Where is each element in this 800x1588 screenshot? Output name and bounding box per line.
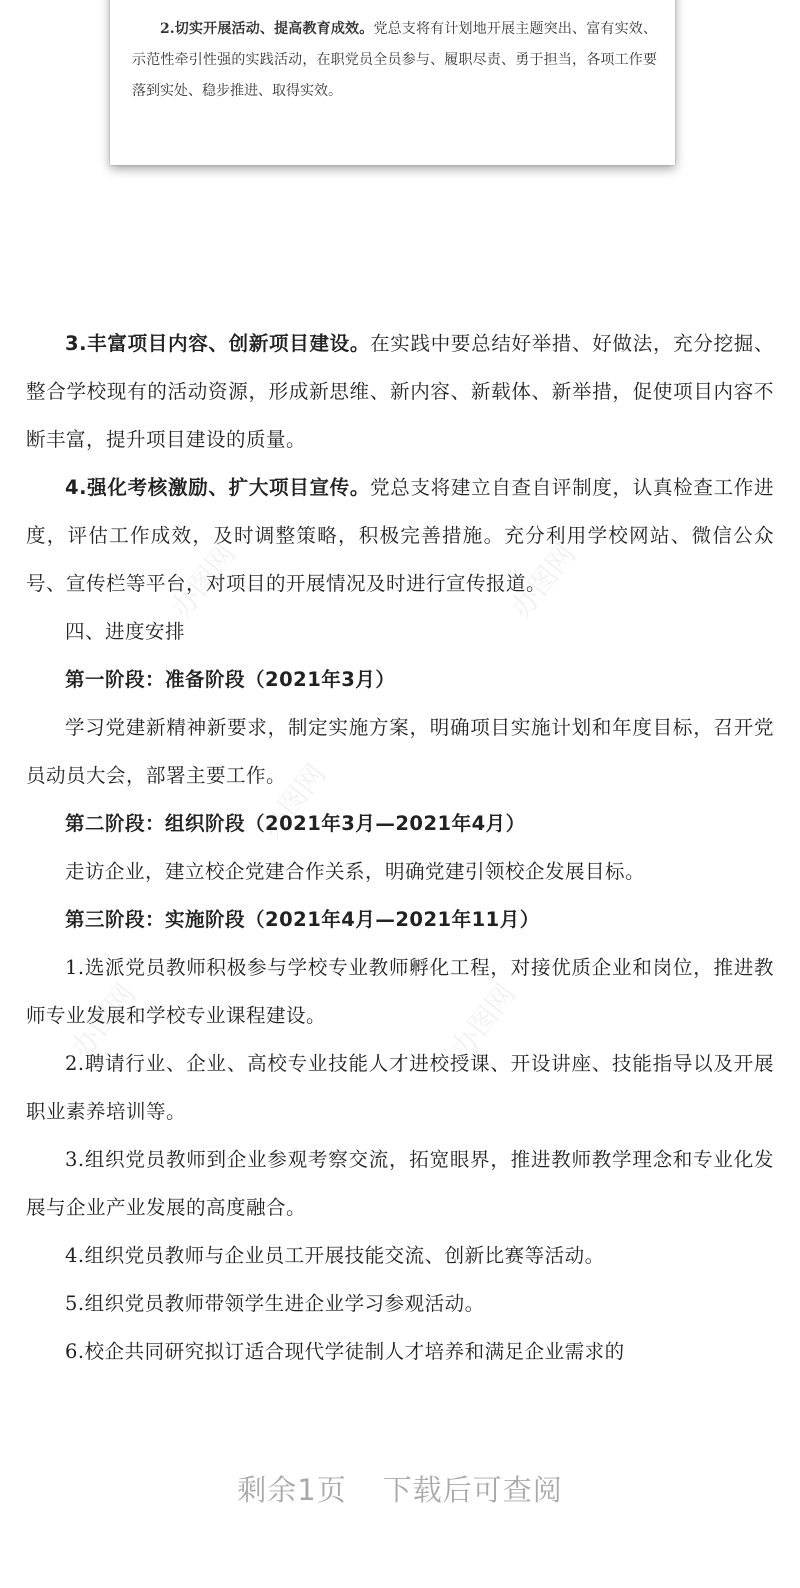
document-body [26,320,774,1376]
page-preview-card [110,0,675,165]
stage-3-item: 2.聘请行业、企业、高校专业技能人才进校授课、开设讲座、技能指导以及开展职业素养培训等。 [26,1052,774,1123]
card-item-title: 2.切实开展活动、提高教育成效。 [160,21,374,37]
stage-3-item: 1.选派党员教师积极参与学校专业教师孵化工程，对接优质企业和岗位，推进教师专业发展和学校专业课程建设。 [26,956,774,1027]
paragraph-3 [26,320,774,464]
remaining-pages-label: 剩余1页 [237,1473,347,1507]
watermark: 办图网 [254,757,333,845]
watermark: 办图网 [164,537,243,625]
paragraph-4 [26,464,774,608]
download-to-view-label: 下载后可查阅 [382,1473,563,1507]
paragraph-3-body: 在实践中要总结好举措、好做法，充分挖掘、整合学校现有的活动资源，形成新思维、新内容、新载体、新举措，促使项目内容不断丰富，提升项目建设的质量。 [26,332,774,451]
watermark: 办图网 [504,537,583,625]
stage-1-body: 学习党建新精神新要求，制定实施方案，明确项目实施计划和年度目标，召开党员动员大会，部署主要工作。 [26,716,774,787]
remaining-pages-prompt[interactable] [0,1468,800,1509]
paragraph-4-body: 党总支将建立自查自评制度，认真检查工作进度，评估工作成效，及时调整策略，积极完善措施。充分利用学校网站、微信公众号、宣传栏等平台，对项目的开展情况及时进行宣传报道。 [26,476,774,595]
stage-3-item: 4.组织党员教师与企业员工开展技能交流、创新比赛等活动。 [65,1244,605,1267]
card-paragraph [132,14,657,107]
stage-3-title: 第三阶段：实施阶段（2021年4月—2021年11月） [65,908,540,931]
section-heading: 四、进度安排 [65,620,186,643]
stage-1-title: 第一阶段：准备阶段（2021年3月） [65,668,396,691]
stage-2-title: 第二阶段：组织阶段（2021年3月—2021年4月） [65,812,526,835]
stage-3-item: 5.组织党员教师带领学生进企业学习参观活动。 [65,1292,485,1315]
stage-3-item: 3.组织党员教师到企业参观考察交流，拓宽眼界，推进教师教学理念和专业化发展与企业产业发展的高度融合。 [26,1148,774,1219]
paragraph-3-title: 3.丰富项目内容、创新项目建设。 [65,332,371,355]
watermark: 办图网 [444,977,523,1065]
watermark: 办图网 [64,977,143,1065]
card-item-body: 党总支将有计划地开展主题突出、富有实效、示范性牵引性强的实践活动，在职党员全员参与、履职尽责、勇于担当，各项工作要落到实处、稳步推进、取得实效。 [132,21,657,99]
paragraph-4-title: 4.强化考核激励、扩大项目宣传。 [65,476,371,499]
stage-3-item: 6.校企共同研究拟订适合现代学徒制人才培养和满足企业需求的 [65,1340,625,1363]
stage-2-body: 走访企业，建立校企党建合作关系，明确党建引领校企发展目标。 [65,860,646,883]
